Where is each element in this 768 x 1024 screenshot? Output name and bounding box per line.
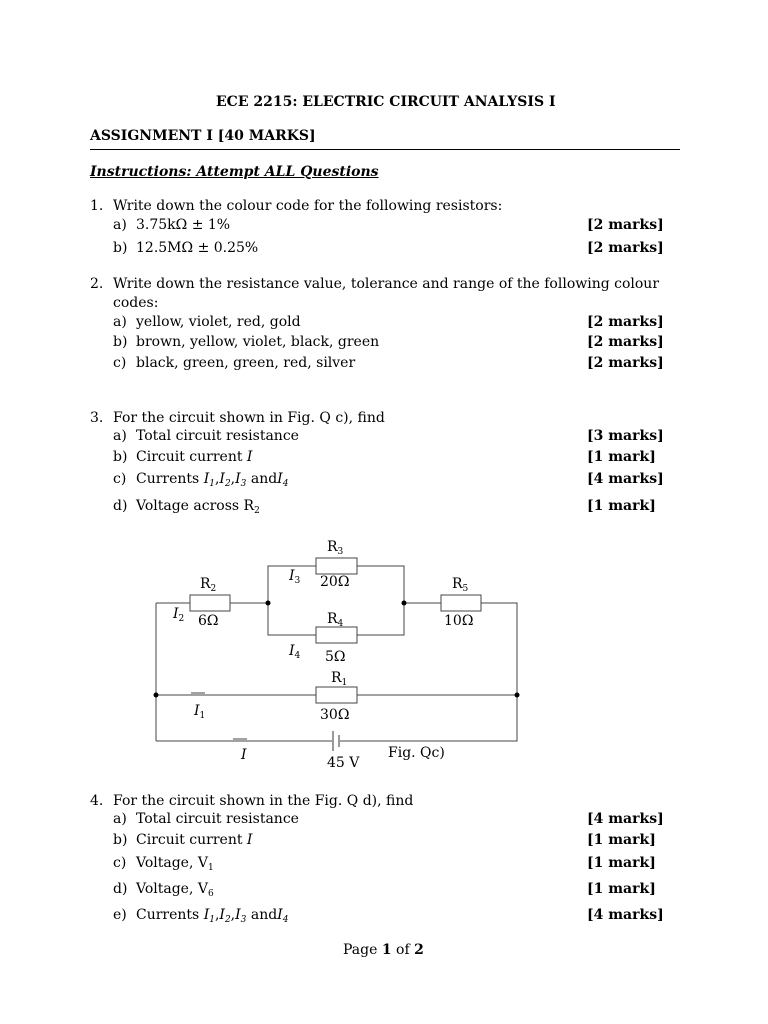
q4a-letter: a) bbox=[113, 811, 127, 827]
figure-caption: Fig. Qc) bbox=[388, 745, 445, 761]
q2b-letter: b) bbox=[113, 334, 128, 350]
resistor-r3 bbox=[316, 558, 357, 574]
q1b-text: 12.5MΩ ± 0.25% bbox=[136, 240, 259, 256]
resistor-r5 bbox=[441, 595, 481, 611]
page-footer bbox=[343, 942, 424, 958]
q4e-and: and bbox=[250, 907, 278, 923]
q4-number: 4. bbox=[90, 793, 104, 809]
q1a-marks: [2 marks] bbox=[587, 217, 664, 233]
i4-label: $I_4$ bbox=[289, 643, 301, 661]
q4e-marks: [4 marks] bbox=[587, 907, 664, 923]
q4a-text: Total circuit resistance bbox=[136, 811, 299, 827]
instructions: Instructions: Attempt ALL Questions bbox=[90, 164, 379, 180]
resistor-r1 bbox=[316, 687, 357, 703]
q2c-letter: c) bbox=[113, 355, 127, 371]
r3-label: $R_3$ bbox=[327, 539, 344, 557]
q4e-text: Currents bbox=[136, 907, 200, 923]
r1-label: $R_1$ bbox=[331, 670, 348, 688]
assignment-title: ASSIGNMENT I [40 MARKS] bbox=[90, 128, 316, 144]
q2b-text: brown, yellow, violet, black, green bbox=[136, 334, 380, 350]
footer-page-total: 2 bbox=[414, 942, 424, 958]
r5-value: 10Ω bbox=[444, 613, 474, 629]
q3c-i3: $I_3$ bbox=[235, 471, 247, 489]
q4b-letter: b) bbox=[113, 832, 128, 848]
resistor-r4 bbox=[316, 627, 357, 643]
r5-label: $R_5$ bbox=[452, 576, 469, 594]
q3d-text: Voltage across R bbox=[136, 498, 255, 514]
q2-number: 2. bbox=[90, 276, 104, 292]
q4c-sub: 1 bbox=[207, 863, 214, 873]
i-total-label: I bbox=[241, 747, 247, 763]
q3c-marks: [4 marks] bbox=[587, 471, 664, 487]
q1b-marks: [2 marks] bbox=[587, 240, 664, 256]
q4d-item bbox=[136, 881, 214, 899]
node-dot bbox=[266, 601, 271, 606]
header-divider bbox=[90, 149, 680, 150]
wire-r5-right bbox=[481, 603, 517, 695]
q1-number: 1. bbox=[90, 198, 104, 214]
q4d-marks: [1 mark] bbox=[587, 881, 656, 897]
q3b-text: Circuit current bbox=[136, 449, 243, 465]
q3a-marks: [3 marks] bbox=[587, 428, 664, 444]
q2-text-line2: codes: bbox=[113, 295, 159, 311]
q2c-text: black, green, green, red, silver bbox=[136, 355, 356, 371]
q4e-letter: e) bbox=[113, 907, 127, 923]
q4b-text: Circuit current bbox=[136, 832, 243, 848]
i2-label: $I_2$ bbox=[173, 606, 185, 624]
r2-label: $R_2$ bbox=[200, 576, 217, 594]
q3c-i1: $I_1$ bbox=[203, 471, 215, 489]
q3-number: 3. bbox=[90, 410, 104, 426]
node-dot bbox=[402, 601, 407, 606]
q4d-text: Voltage, V bbox=[136, 881, 208, 897]
q4a-marks: [4 marks] bbox=[587, 811, 664, 827]
q4c-text: Voltage, V bbox=[136, 855, 208, 871]
q4b-var: I bbox=[246, 832, 253, 848]
q3c-text: Currents bbox=[136, 471, 200, 487]
q1a-letter: a) bbox=[113, 217, 127, 233]
q4d-sub: 6 bbox=[207, 889, 214, 899]
q3d-item bbox=[136, 498, 260, 516]
q4e-i2: $I_2$ bbox=[219, 907, 231, 925]
footer-page-word: Page bbox=[343, 942, 378, 958]
r1-value: 30Ω bbox=[320, 707, 350, 723]
resistor-r2 bbox=[190, 595, 230, 611]
node-dot bbox=[154, 693, 159, 698]
q4e-item: Currents $I_1,I_2,I_3$ andI$_4$ bbox=[136, 907, 289, 925]
node-dot bbox=[515, 693, 520, 698]
q4e-i4: $I_4$ bbox=[277, 907, 289, 925]
r3-value: 20Ω bbox=[320, 574, 350, 590]
q3c-item: Currents $I_1,I_2,I_3$ andI$_4$ bbox=[136, 471, 289, 489]
q2b-marks: [2 marks] bbox=[587, 334, 664, 350]
q4e-i1: $I_1$ bbox=[203, 907, 215, 925]
q3b-letter: b) bbox=[113, 449, 128, 465]
course-title: ECE 2215: ELECTRIC CIRCUIT ANALYSIS I bbox=[216, 94, 556, 110]
r4-label: $R_4$ bbox=[327, 611, 344, 629]
q3b-item bbox=[136, 449, 252, 465]
i1-label: $I_1$ bbox=[194, 703, 206, 721]
q4b-marks: [1 mark] bbox=[587, 832, 656, 848]
q3c-letter: c) bbox=[113, 471, 127, 487]
q4b-item bbox=[136, 832, 252, 848]
q3b-var: I bbox=[246, 449, 253, 465]
q3b-marks: [1 mark] bbox=[587, 449, 656, 465]
r2-value: 6Ω bbox=[198, 613, 219, 629]
q4c-item bbox=[136, 855, 214, 873]
q3a-letter: a) bbox=[113, 428, 127, 444]
footer-page-number: 1 bbox=[381, 942, 392, 958]
q3c-i2: $I_2$ bbox=[219, 471, 231, 489]
i3-label: $I_3$ bbox=[289, 568, 301, 586]
source-label: 45 V bbox=[327, 755, 360, 771]
footer-of-word: of bbox=[396, 942, 410, 958]
q3d-letter: d) bbox=[113, 498, 128, 514]
q3a-text: Total circuit resistance bbox=[136, 428, 299, 444]
q4-text: For the circuit shown in the Fig. Q d), find bbox=[113, 793, 414, 809]
q3-text: For the circuit shown in Fig. Q c), find bbox=[113, 410, 385, 426]
q4c-marks: [1 mark] bbox=[587, 855, 656, 871]
q1-text: Write down the colour code for the following resistors: bbox=[113, 198, 503, 214]
q3d-marks: [1 mark] bbox=[587, 498, 656, 514]
q3d-sub: 2 bbox=[254, 506, 260, 516]
circuit-diagram bbox=[0, 530, 768, 780]
q4d-letter: d) bbox=[113, 881, 128, 897]
q3c-i4: $I_4$ bbox=[277, 471, 289, 489]
q2-text-line1: Write down the resistance value, tolerance and range of the following colour bbox=[113, 276, 660, 292]
q4e-i3: $I_3$ bbox=[235, 907, 247, 925]
q2a-marks: [2 marks] bbox=[587, 314, 664, 330]
q2a-text: yellow, violet, red, gold bbox=[136, 314, 301, 330]
q2a-letter: a) bbox=[113, 314, 127, 330]
q2c-marks: [2 marks] bbox=[587, 355, 664, 371]
q3c-and: and bbox=[250, 471, 278, 487]
q1a-text: 3.75kΩ ± 1% bbox=[136, 217, 231, 233]
q1b-letter: b) bbox=[113, 240, 128, 256]
r4-value: 5Ω bbox=[325, 649, 346, 665]
q4c-letter: c) bbox=[113, 855, 127, 871]
